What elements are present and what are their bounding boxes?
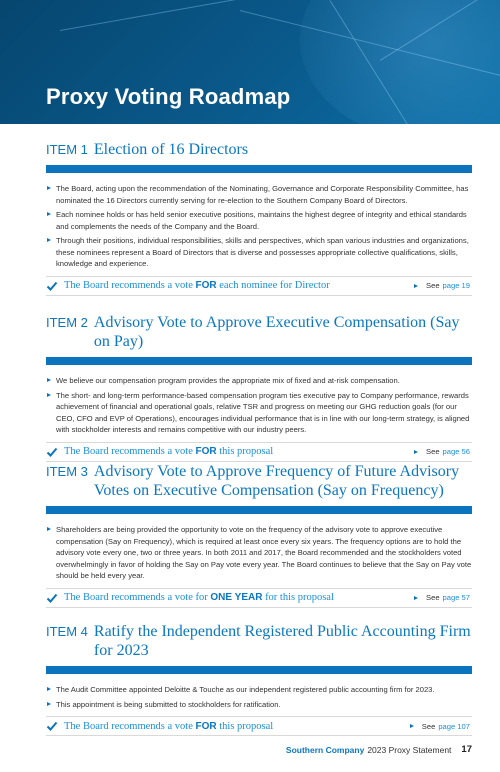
checkmark-icon xyxy=(46,446,58,458)
item-heading xyxy=(46,622,472,660)
bullet-list xyxy=(46,684,472,710)
page-reference: See page 19 xyxy=(414,281,472,290)
item-2-section xyxy=(46,313,472,462)
recommendation xyxy=(46,446,273,458)
item-label: ITEM 4 xyxy=(46,624,88,639)
item-title: Ratify the Independent Registered Public Accounting Firm for 2023 xyxy=(93,623,471,659)
item-divider-bar xyxy=(46,357,472,365)
bullet-item: The Audit Committee appointed Deloitte & Touche as our independent registered public accounting firm for 2023. xyxy=(46,684,472,696)
bullet-item: This appointment is being submitted to stockholders for ratification. xyxy=(46,699,472,711)
checkmark-icon xyxy=(46,592,58,604)
recommendation-row xyxy=(46,442,472,462)
arrow-right-icon xyxy=(414,450,418,454)
recommendation-row xyxy=(46,588,472,608)
vote-choice: FOR xyxy=(195,280,217,291)
page-title: Proxy Voting Roadmap xyxy=(46,84,291,109)
header-banner xyxy=(0,0,500,124)
item-label: ITEM 1 xyxy=(46,142,88,157)
page-link[interactable]: page 57 xyxy=(442,593,470,602)
bullet-list xyxy=(46,183,472,270)
item-title: Advisory Vote to Approve Frequency of Future Advisory Votes on Executive Compensation (Say on Frequency) xyxy=(93,463,460,499)
item-title: Advisory Vote to Approve Executive Compensation (Say on Pay) xyxy=(93,314,460,350)
bullet-list xyxy=(46,375,472,436)
vote-choice: FOR xyxy=(195,720,217,732)
checkmark-icon xyxy=(46,720,58,732)
recommendation-text: The Board recommends a vote FOR this proposal xyxy=(64,446,274,457)
item-4-section xyxy=(46,622,472,736)
bullet-list xyxy=(46,524,472,582)
recommendation xyxy=(46,280,330,292)
recommendation-row xyxy=(46,276,472,296)
item-label: ITEM 2 xyxy=(46,315,88,330)
item-heading xyxy=(46,462,472,500)
item-divider-bar xyxy=(46,666,472,674)
recommendation-text: The Board recommends a vote FOR each nominee for Director xyxy=(64,280,330,291)
banner-glow xyxy=(300,0,500,124)
footer-doc-title: 2023 Proxy Statement xyxy=(367,744,452,755)
recommendation xyxy=(46,720,273,732)
footer-brand: Southern Company xyxy=(285,744,365,755)
arrow-right-icon xyxy=(414,284,418,288)
bullet-item: Shareholders are being provided the opportunity to vote on the frequency of the advisory vote to approve executive compensation (Say on Frequency), which is required at least once every six years. The frequency options are to hold the advisory vote every one, two or three years. In both 2011 and 2017, the Board recommended and the stockholders voted overwhelmingly in favor of holding the Say on Pay vote every year. The Board continues to believe that the Say on Pay vote should be held every year. xyxy=(46,524,472,582)
recommendation-text: The Board recommends a vote FOR this proposal xyxy=(64,720,274,732)
vote-choice: FOR xyxy=(195,446,217,457)
arrow-right-icon xyxy=(414,596,418,600)
arrow-right-icon xyxy=(410,724,414,728)
page-link[interactable]: page 19 xyxy=(442,281,470,290)
page-footer xyxy=(286,744,472,755)
page-number: 17 xyxy=(461,744,472,755)
recommendation xyxy=(46,592,334,604)
bullet-item: We believe our compensation program provides the appropriate mix of fixed and at-risk compensation. xyxy=(46,375,472,387)
item-label: ITEM 3 xyxy=(46,464,88,479)
page-reference: See page 56 xyxy=(414,447,472,456)
bullet-item: The Board, acting upon the recommendation of the Nominating, Governance and Corporate Responsibility Committee, has nominated the 16 Directors currently serving for re-election to the Southern Company Board of Directors. xyxy=(46,183,472,206)
bullet-item: The short- and long-term performance-based compensation program ties executive pay to Company performance, rewards achievement of financial and operational goals, relative TSR and progress on meeting our GHG reduction goals (for our CEO, CFO and EVP of Operations), encourages individual performance that is in line with our long-term strategy, is aligned with stockholder interests and remains competitive with our industry peers. xyxy=(46,390,472,436)
page-reference: See page 107 xyxy=(410,722,472,731)
recommendation-row xyxy=(46,716,472,736)
bullet-item: Through their positions, individual responsibilities, skills and perspectives, which span various industries and organizations, these nominees represent a Board of Directors that is diverse and possesses appropriate collective qualifications, skills, knowledge and experience. xyxy=(46,235,472,270)
item-title: Election of 16 Directors xyxy=(93,141,249,158)
checkmark-icon xyxy=(46,280,58,292)
item-1-section xyxy=(46,140,472,296)
page-link[interactable]: page 56 xyxy=(442,447,470,456)
item-divider-bar xyxy=(46,165,472,173)
page-reference: See page 57 xyxy=(414,593,472,602)
item-3-section xyxy=(46,462,472,608)
item-heading xyxy=(46,140,472,159)
bullet-item: Each nominee holds or has held senior executive positions, maintains the highest degree of integrity and ethical standards and complements the needs of the Company and the Board. xyxy=(46,209,472,232)
recommendation-text: The Board recommends a vote for ONE YEAR for this proposal xyxy=(64,592,334,603)
banner-streak xyxy=(60,0,277,31)
item-divider-bar xyxy=(46,506,472,514)
vote-choice: ONE YEAR xyxy=(210,592,263,603)
page-link[interactable]: page 107 xyxy=(438,721,470,731)
item-heading xyxy=(46,313,472,351)
